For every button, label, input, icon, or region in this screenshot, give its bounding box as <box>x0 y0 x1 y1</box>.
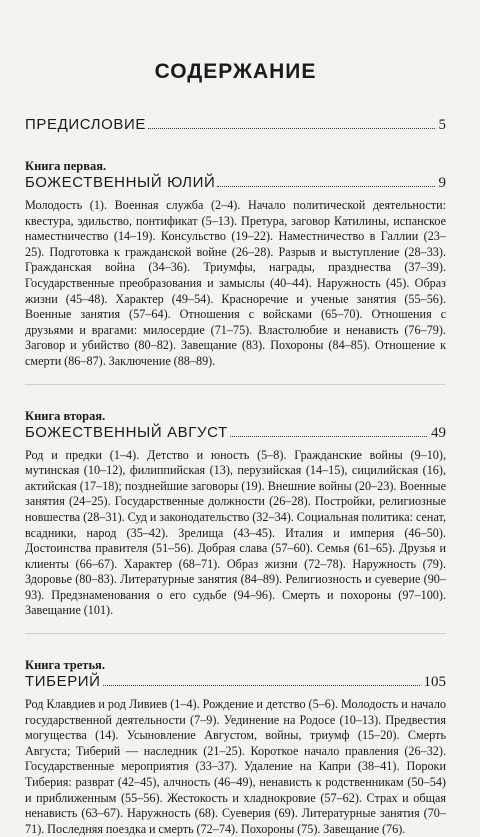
page-title: СОДЕРЖАНИЕ <box>154 60 317 83</box>
toc-book-3 <box>25 658 446 837</box>
chapter-summary: Род и предки (1–4). Детство и юность (5–8). Гражданские войны (9–10), мутинская (10–12), филиппийская (13), перузийская (14–15), сицилийская (16), актийская (17–18); позднейшие заговоры (19). Внешние войны (20–23). Военные занятия (24–25). Государственные должности (26–28). Постройки, религиозные новшества (28–31). Суд и законодательство (32–34). Социальная политика: сенат, всадники, народ (35–42). Зрелища (43–45). Италия и империя (46–50). Достоинства правителя (51–56). Добрая слава (57–60). Семья (61–65). Друзья и клиенты (66–67). Характер (68–71). Образ жизни (72–78). Наружность (79). Здоровье (80–83). Литературные занятия (84–89). Религиозность и суеверие (90–93). Предзнаменования о его судьбе (94–96). Смерть и похороны (97–100). Завещание (101). <box>25 447 446 618</box>
toc-page-number: 5 <box>438 117 446 133</box>
section-divider <box>25 384 446 385</box>
toc-entry-title: ПРЕДИСЛОВИЕ <box>25 116 146 133</box>
toc-page-number: 105 <box>423 674 446 691</box>
toc-entry-book-1 <box>25 174 446 192</box>
toc-entry-preface <box>25 116 446 134</box>
chapter-summary: Род Клавдиев и род Ливиев (1–4). Рождение и детство (5–6). Молодость и начало государственной деятельности (7–9). Уединение на Родосе (10–13). Предвестия могущества (14). Усыновление Августом, войны, триумф (15–20). Смерть Августа; Тиберий — наследник (21–25). Короткое начало правления (26–32). Государственные мероприятия (33–37). Удаление на Капри (38–41). Пороки Тиберия: разврат (42–45), алчность (46–49), ненависть к родственникам (50–54) и приближенным (55–56). Жестокость и хладнокровие (57–62). Страх и общая ненависть (63–67). Наружность (68). Суеверия (69). Литературные занятия (70–71). Последняя поездка и смерть (72–74). Похороны (75). Завещание (76). <box>25 697 446 836</box>
toc-entry-title: БОЖЕСТВЕННЫЙ ЮЛИЙ <box>25 174 216 191</box>
chapter-summary: Молодость (1). Военная служба (2–4). Начало политической деятельности: квестура, эдильство, понтификат (5–13). Претура, заговор Катилины, испанское наместничество (14–19). Консульство (19–22). Наместничество в Галлии (23–25). Подготовка к гражданской войне (26–28). Разрыв и выступление (28–33). Гражданская война (34–36). Триумфы, награды, празднества (37–39). Государственные преобразования и замыслы (40–44). Наружность (45). Образ жизни (45–48). Характер (49–54). Красноречие и ученые занятия (55–56). Военные занятия (57–64). Отношения с войсками (65–70). Отношения с друзьями и врагами: милосердие (71–75). Властолюбие и ненависть (76–79). Заговор и убийство (80–82). Завещание (83). Похороны (84–85). Отношение к смерти (86–87). Заключение (88–89). <box>25 198 446 368</box>
toc-entry-book-3 <box>25 673 446 691</box>
toc-page-number: 9 <box>438 175 446 191</box>
dot-leader <box>217 186 434 187</box>
toc-entry-title: ТИБЕРИЙ <box>25 673 101 691</box>
dot-leader <box>230 436 427 437</box>
toc-book-2 <box>25 409 446 635</box>
book-label: Книга третья. <box>25 658 105 673</box>
toc-entry-title: БОЖЕСТВЕННЫЙ АВГУСТ <box>25 423 228 441</box>
section-divider <box>25 633 446 634</box>
dot-leader <box>103 685 420 686</box>
book-label: Книга первая. <box>25 159 107 173</box>
toc-book-1 <box>25 159 446 385</box>
book-label: Книга вторая. <box>25 408 106 423</box>
dot-leader <box>148 128 435 129</box>
toc-entry-book-2 <box>25 424 446 442</box>
toc-page-number: 49 <box>431 424 446 441</box>
